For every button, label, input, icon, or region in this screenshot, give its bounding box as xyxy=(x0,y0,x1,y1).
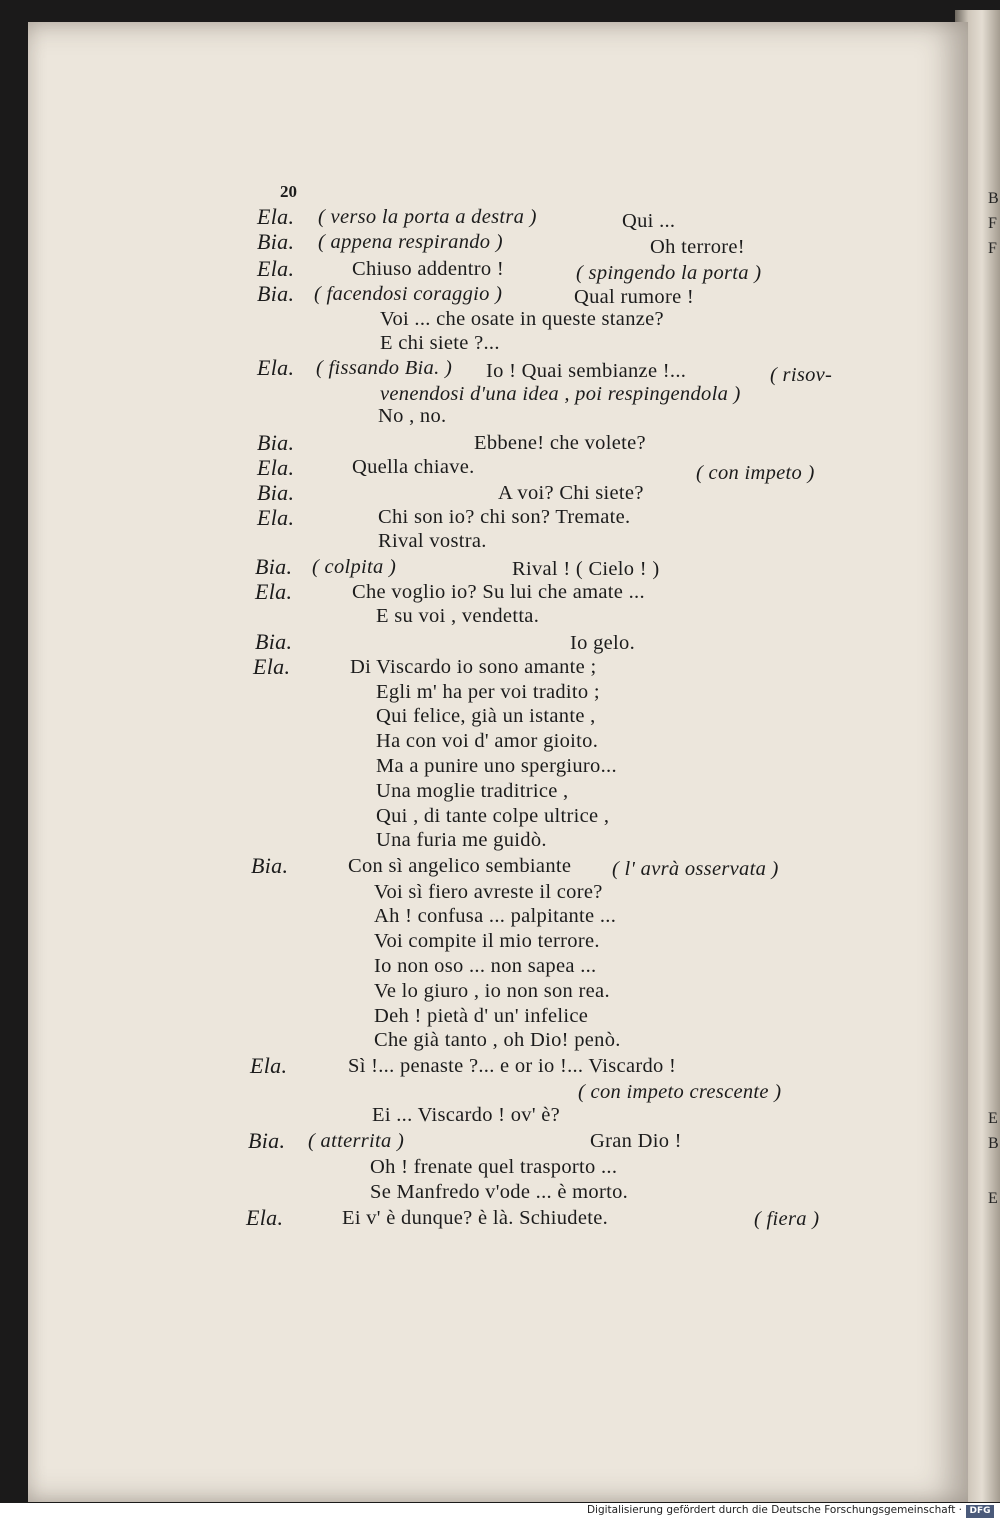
speaker-label: Ela. xyxy=(250,1053,288,1078)
stage-direction: ( risov- xyxy=(770,364,833,386)
speaker-label: Ela. xyxy=(255,579,293,604)
next-page-glyph: B xyxy=(988,190,999,207)
verse-line: A voi? Chi siete? xyxy=(498,482,644,504)
stage-direction: ( spingendo la porta ) xyxy=(576,262,762,284)
dfg-logo: DFG xyxy=(966,1505,994,1518)
verse-line: Una furia me guidò. xyxy=(376,829,547,851)
verse-line: Oh terrore! xyxy=(650,236,745,258)
verse-line: Sì !... penaste ?... e or io !... Viscardo ! xyxy=(348,1055,677,1077)
speaker-label: Bia. xyxy=(251,853,289,878)
stage-direction: ( facendosi coraggio ) xyxy=(314,283,503,305)
stage-direction: ( con impeto ) xyxy=(696,462,815,484)
verse-line: Gran Dio ! xyxy=(590,1130,682,1152)
verse-line: Ha con voi d' amor gioito. xyxy=(376,730,599,752)
stage-direction: ( verso la porta a destra ) xyxy=(318,206,537,228)
stage-direction: ( appena respirando ) xyxy=(318,231,503,253)
verse-line: Oh ! frenate quel trasporto ... xyxy=(370,1156,618,1178)
verse-line: Voi compite il mio terrore. xyxy=(374,930,600,952)
verse-line: Io non oso ... non sapea ... xyxy=(374,955,597,977)
verse-line: Di Viscardo io sono amante ; xyxy=(350,656,597,678)
next-page-glyph: B xyxy=(988,1135,999,1152)
verse-line: Ma a punire uno spergiuro... xyxy=(376,755,617,777)
speaker-label: Ela. xyxy=(257,256,295,281)
speaker-label: Bia. xyxy=(255,629,293,654)
verse-line: Deh ! pietà d' un' infelice xyxy=(374,1005,589,1027)
stage-direction: ( fiera ) xyxy=(754,1208,820,1230)
verse-line: Con sì angelico sembiante xyxy=(348,855,572,877)
verse-line: Qui , di tante colpe ultrice , xyxy=(376,805,610,827)
speaker-label: Ela. xyxy=(246,1205,284,1230)
speaker-label: Bia. xyxy=(257,430,295,455)
verse-line: Che già tanto , oh Dio! penò. xyxy=(374,1029,621,1051)
verse-line: Chi son io? chi son? Tremate. xyxy=(378,506,631,528)
stage-direction: venendosi d'una idea , poi respingendola ) xyxy=(380,383,741,405)
speaker-label: Ela. xyxy=(253,654,291,679)
page-number: 20 xyxy=(280,182,297,201)
next-page-glyph: F xyxy=(988,215,997,232)
verse-line: Io ! Quai sembianze !... xyxy=(486,360,687,382)
stage-direction: ( con impeto crescente ) xyxy=(578,1081,782,1103)
verse-line: Ei ... Viscardo ! ov' è? xyxy=(372,1104,561,1126)
verse-line: Che voglio io? Su lui che amate ... xyxy=(352,581,645,603)
verse-line: Qual rumore ! xyxy=(574,286,695,308)
verse-line: Rival vostra. xyxy=(378,530,487,552)
speaker-label: Ela. xyxy=(257,455,295,480)
verse-line: E chi siete ?... xyxy=(380,332,500,354)
speaker-label: Bia. xyxy=(255,554,293,579)
verse-line: Voi sì fiero avreste il core? xyxy=(374,881,603,903)
speaker-label: Bia. xyxy=(257,229,295,254)
digitization-footer xyxy=(0,1503,1000,1520)
verse-line: Ah ! confusa ... palpitante ... xyxy=(374,905,617,927)
speaker-label: Bia. xyxy=(248,1128,286,1153)
stage-direction: ( l' avrà osservata ) xyxy=(612,858,779,880)
speaker-label: Ela. xyxy=(257,355,295,380)
verse-line: Chiuso addentro ! xyxy=(352,258,504,280)
verse-line: Ei v' è dunque? è là. Schiudete. xyxy=(342,1207,609,1229)
verse-line: Io gelo. xyxy=(570,632,636,654)
verse-line: E su voi , vendetta. xyxy=(376,605,540,627)
verse-line: Una moglie traditrice , xyxy=(376,780,569,802)
verse-line: Voi ... che osate in queste stanze? xyxy=(380,308,664,330)
footer-credit: Digitalisierung gefördert durch die Deutsche Forschungsgemeinschaft · xyxy=(586,1504,962,1516)
verse-line: Qui felice, già un istante , xyxy=(376,705,596,727)
speaker-label: Bia. xyxy=(257,281,295,306)
speaker-label: Ela. xyxy=(257,204,295,229)
next-page-glyph: E xyxy=(988,1190,998,1207)
stage-direction: ( atterrita ) xyxy=(308,1130,405,1152)
stage-direction: ( colpita ) xyxy=(312,556,397,578)
speaker-label: Bia. xyxy=(257,480,295,505)
verse-line: Ebbene! che volete? xyxy=(474,432,646,454)
verse-line: Ve lo giuro , io non son rea. xyxy=(374,980,610,1002)
verse-line: Qui ... xyxy=(622,210,676,232)
verse-line: Egli m' ha per voi tradito ; xyxy=(376,681,600,703)
stage-direction: ( fissando Bia. ) xyxy=(316,357,453,379)
next-page-glyph: E xyxy=(988,1110,998,1127)
speaker-label: Ela. xyxy=(257,505,295,530)
verse-line: No , no. xyxy=(378,405,447,427)
verse-line: Se Manfredo v'ode ... è morto. xyxy=(370,1181,629,1203)
verse-line: Quella chiave. xyxy=(352,456,475,478)
verse-line: Rival ! ( Cielo ! ) xyxy=(512,558,660,580)
next-page-glyph: F xyxy=(988,240,997,257)
